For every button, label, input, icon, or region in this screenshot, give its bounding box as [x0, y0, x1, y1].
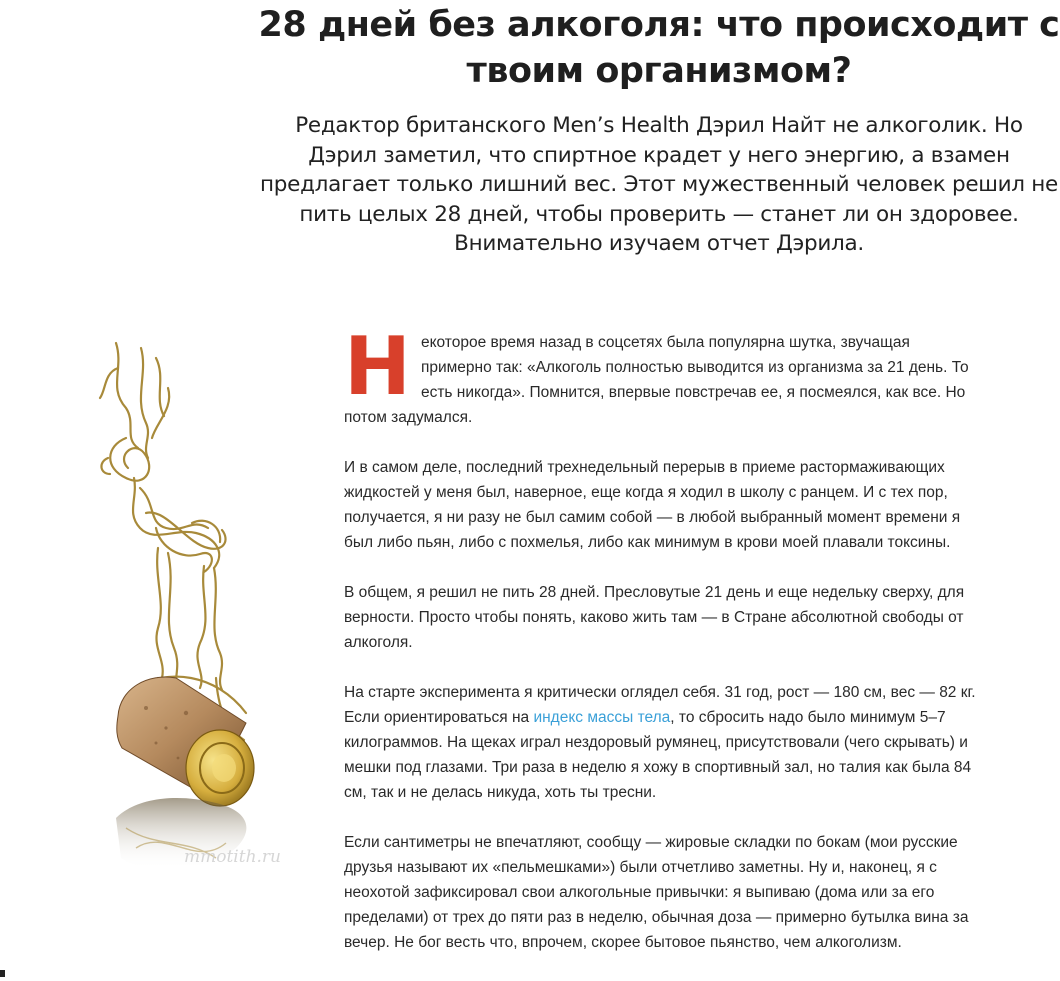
- paragraph-4: [344, 680, 984, 805]
- paragraph-1: [344, 320, 984, 430]
- bmi-link[interactable]: индекс массы тела: [533, 709, 671, 726]
- paragraph-4-text-after: , то сбросить надо было минимум 5–7 килограммов. На щеках играл нездоровый румянец, присутствовали (чего скрывать) и мешки под глазами. Три раза в неделю я хожу в спортивный зал, но талия как была 84 см, так и не делась никуда, хоть ты тресни.: [344, 709, 972, 801]
- article-body: [344, 320, 984, 980]
- dropcap-letter: Н: [344, 320, 411, 413]
- page-edge-marker: [0, 970, 5, 977]
- paragraph-2: И в самом деле, последний трехнедельный перерыв в приеме растормаживающих жидкостей у меня был, наверное, еще когда я ходил в школу с ранцем. И с тех пор, получается, я ни разу не был самим собой — в любой выбранный момент времени я был либо пьян, либо с похмелья, либо как минимум в крови моей плавали токсины.: [344, 459, 961, 551]
- paragraph-1-text: екоторое время назад в соцсетях была популярна шутка, звучащая примерно так: «Алкоголь полностью выводится из организма за 21 день. То есть никогда». Помнится, впервые повстречав ее, я посмеялся, как все. Но потом задумался.: [344, 334, 969, 426]
- paragraph-3: В общем, я решил не пить 28 дней. Пресловутые 21 день и еще недельку сверху, для верности. Просто чтобы понять, каково жить там — в Стране абсолютной свободы от алкоголя.: [344, 584, 965, 651]
- champagne-cork-image: [96, 328, 316, 888]
- paragraph-5: Если сантиметры не впечатляют, сообщу — жировые складки по бокам (мои русские друзья называют их «пельмешками») были отчетливо заметны. Ну и, наконец, я с неохотой зафиксировал свои алкогольные привычки: я выпиваю (дома или за его пределами) от трех до пяти раз в неделю, обычная доза — примерно бутылка вина за вечер. Не бог весть что, впрочем, скорее бытовое пьянство, чем алкоголизм.: [344, 834, 969, 951]
- article-lead: Редактор британского Men’s Health Дэрил Найт не алкоголик. Но Дэрил заметил, что спиртное крадет у него энергию, а взамен предлагает только лишний вес. Этот мужественный человек решил не пить целых 28 дней, чтобы проверить — станет ли он здоровее. Внимательно изучаем отчет Дэрила.: [260, 113, 1058, 256]
- page-title: 28 дней без алкоголя: что происходит с твоим организмом?: [258, 5, 1060, 91]
- image-watermark: mmotith.ru: [184, 847, 282, 867]
- paragraph-4-text-before: На старте эксперимента я критически оглядел себя. 31 год, рост — 180 см, вес — 82 кг. Если ориентироваться на: [344, 684, 976, 726]
